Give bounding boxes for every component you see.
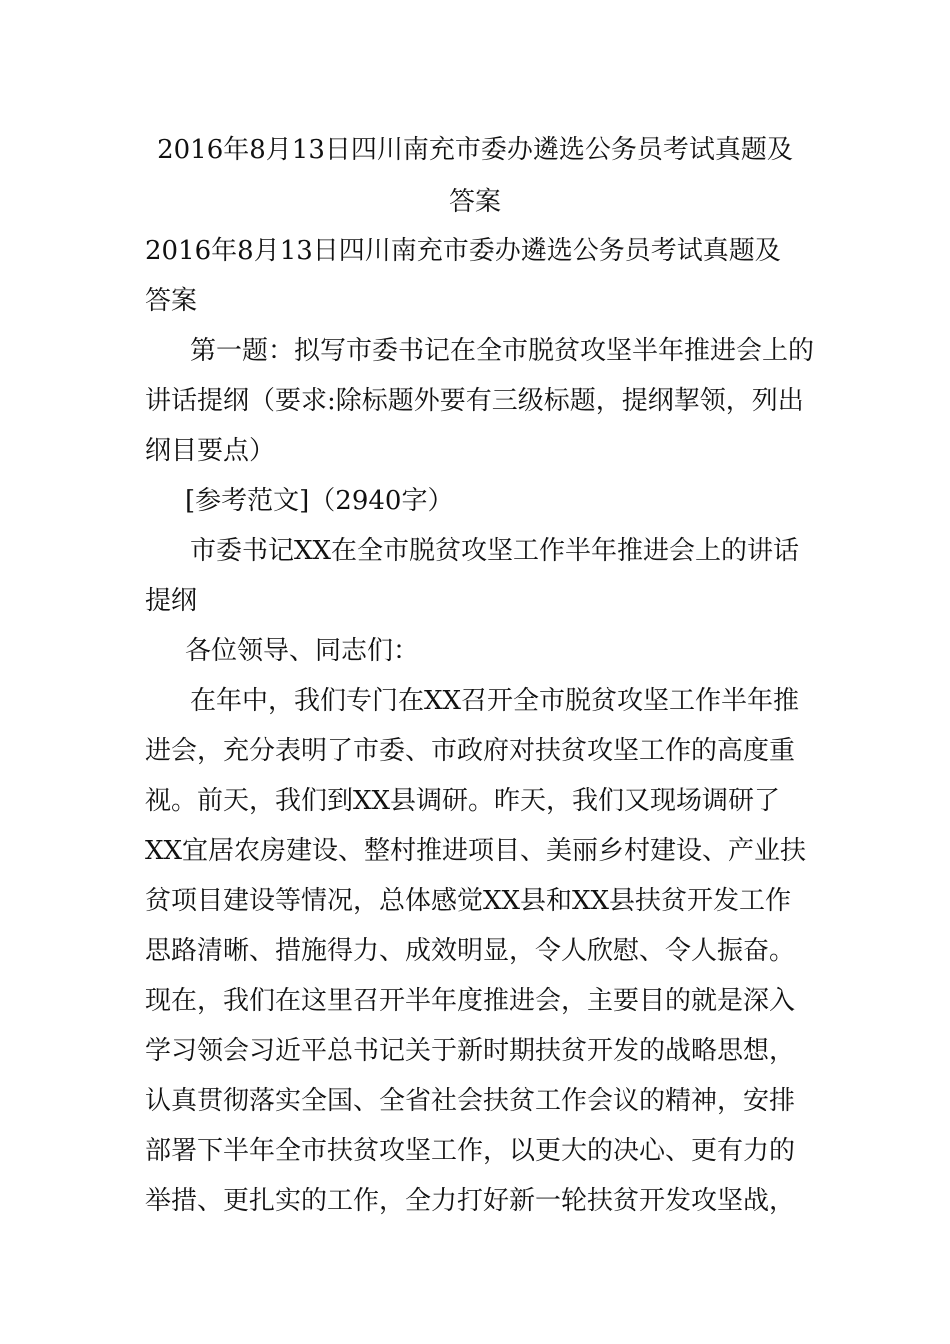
body-line-2: 进会，充分表明了市委、市政府对扶贫攻坚工作的高度重	[145, 736, 796, 766]
question-line-3: 纲目要点）	[145, 436, 276, 466]
subtitle-line-2: 答案	[145, 286, 198, 316]
body-line-1: 在年中，我们专门在XX召开全市脱贫攻坚工作半年推	[190, 686, 800, 716]
body-line-6: 思路清晰、措施得力、成效明显，令人欣慰、令人振奋。	[145, 936, 796, 966]
body-line-10: 部署下半年全市扶贫攻坚工作，以更大的决心、更有力的	[145, 1136, 796, 1166]
body-line-11: 举措、更扎实的工作，全力打好新一轮扶贫开发攻坚战，	[145, 1186, 796, 1216]
reference-label: [参考范文]（2940字）	[185, 486, 454, 516]
body-line-5: 贫项目建设等情况，总体感觉XX县和XX县扶贫开发工作	[145, 886, 792, 916]
document-title-line-1: 2016年8月13日四川南充市委办遴选公务员考试真题及	[157, 135, 793, 165]
body-line-3: 视。前天，我们到XX县调研。昨天，我们又现场调研了	[145, 786, 781, 816]
body-line-4: XX宜居农房建设、整村推进项目、美丽乡村建设、产业扶	[145, 836, 807, 866]
greeting: 各位领导、同志们：	[185, 636, 420, 666]
speech-title-line-1: 市委书记XX在全市脱贫攻坚工作半年推进会上的讲话	[190, 536, 800, 566]
document-title-line-2: 答案	[448, 187, 501, 217]
body-line-9: 认真贯彻落实全国、全省社会扶贫工作会议的精神，安排	[145, 1086, 796, 1116]
body-line-8: 学习领会习近平总书记关于新时期扶贫开发的战略思想，	[145, 1036, 796, 1066]
subtitle-line-1: 2016年8月13日四川南充市委办遴选公务员考试真题及	[145, 236, 781, 266]
question-line-1: 第一题：拟写市委书记在全市脱贫攻坚半年推进会上的	[190, 336, 815, 366]
question-line-2: 讲话提纲（要求:除标题外要有三级标题，提纲挈领，列出	[145, 386, 804, 416]
speech-title-line-2: 提纲	[145, 586, 198, 616]
body-line-7: 现在，我们在这里召开半年度推进会，主要目的就是深入	[145, 986, 796, 1016]
